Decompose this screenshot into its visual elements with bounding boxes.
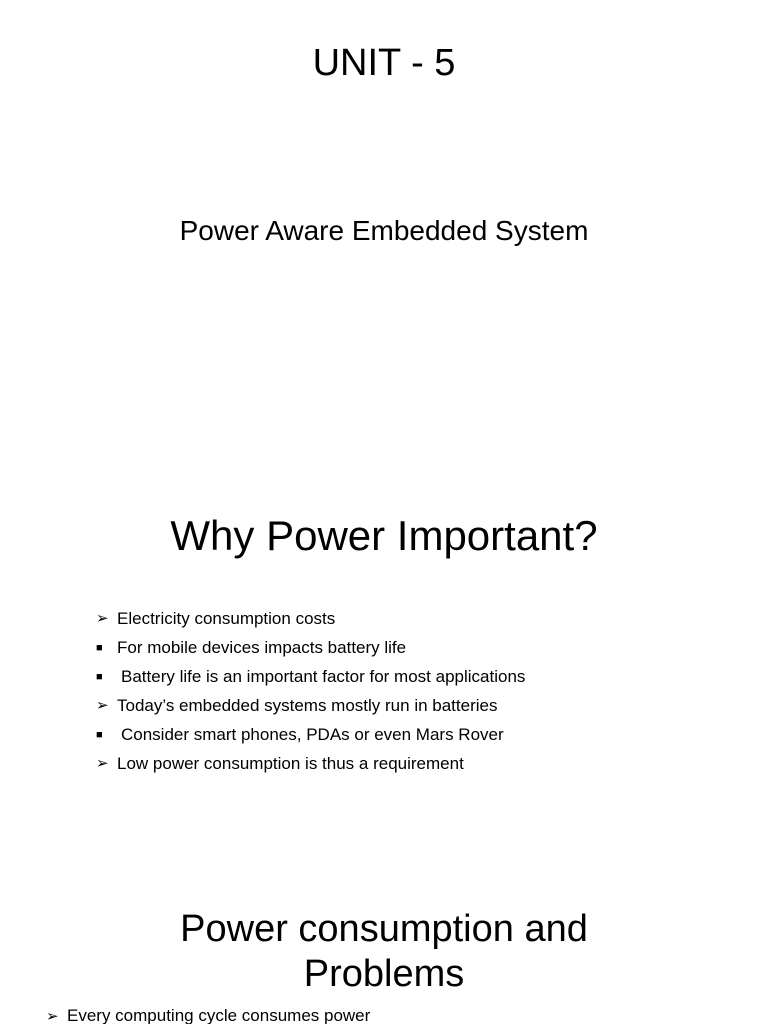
list-item <box>96 635 525 664</box>
unit-subtitle: Power Aware Embedded System <box>179 215 589 246</box>
arrow-bullet-icon: ➢ <box>46 1008 59 1024</box>
slide-unit-5 <box>0 0 768 432</box>
list-item <box>96 751 525 780</box>
bullet-text: Every computing cycle consumes power <box>67 1006 371 1024</box>
arrow-bullet-icon: ➢ <box>96 755 109 772</box>
list-item <box>46 1004 370 1024</box>
square-bullet-icon: ■ <box>96 642 103 654</box>
bullet-text: For mobile devices impacts battery life <box>117 638 407 657</box>
list-item <box>96 606 525 635</box>
list-item <box>96 664 525 693</box>
bullet-text: Electricity consumption costs <box>117 609 336 628</box>
square-bullet-icon: ■ <box>96 729 103 741</box>
square-bullet-icon: ■ <box>96 671 103 683</box>
slide-title-why-power-important: Why Power Important? <box>170 512 598 559</box>
bullet-text: Battery life is an important factor for most applications <box>121 667 526 686</box>
unit-title: UNIT - 5 <box>312 42 456 84</box>
bullet-text: Low power consumption is thus a requirement <box>117 754 464 773</box>
slide-why-power-important <box>0 432 768 864</box>
slide-power-consumption-and-problems <box>0 864 768 1024</box>
title-line-2: Problems <box>303 953 465 995</box>
arrow-bullet-icon: ➢ <box>96 610 109 627</box>
arrow-bullet-icon: ➢ <box>96 697 109 714</box>
bullet-list-why-power-important <box>96 606 525 780</box>
list-item <box>96 722 525 751</box>
slide-title-power-consumption <box>0 907 768 997</box>
list-item <box>96 693 525 722</box>
bullet-text: Today’s embedded systems mostly run in batteries <box>117 696 498 715</box>
title-line-1: Power consumption and <box>180 908 588 950</box>
bullet-text: Consider smart phones, PDAs or even Mars Rover <box>121 725 504 744</box>
